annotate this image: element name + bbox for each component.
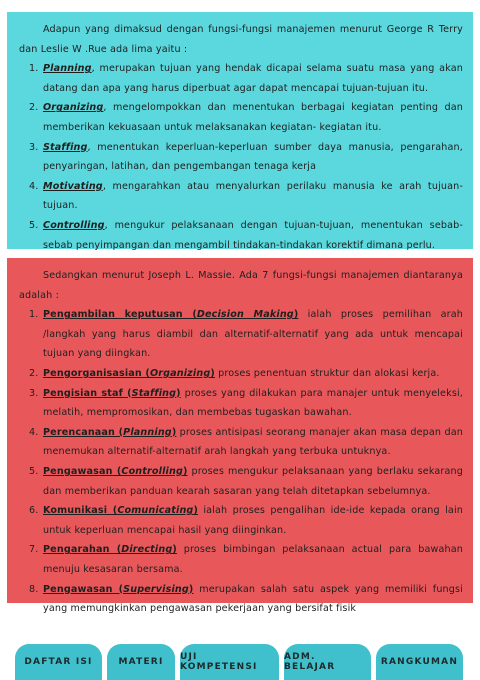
list-item — [29, 540, 463, 579]
term-prefix: Pengorganisasian ( — [43, 367, 150, 379]
list-item — [29, 177, 463, 216]
term-link[interactable] — [43, 505, 198, 516]
list-item — [29, 423, 463, 462]
list-item — [29, 384, 463, 423]
item-text: , mengelompokkan dan menentukan berbagai kegiatan penting dan memberikan kekuasaan untuk melaksanakan kegiatan- kegiatan itu. — [43, 102, 463, 133]
term-link[interactable] — [43, 309, 298, 320]
term-english: Directing — [121, 544, 173, 556]
term-link[interactable] — [43, 584, 193, 595]
term-suffix: ) — [172, 544, 177, 556]
item-number: 3. — [29, 387, 39, 399]
term-english: Decision Making — [196, 309, 294, 321]
nav-adm-belajar-button[interactable]: ADM. BELAJAR — [284, 644, 371, 680]
term-link[interactable]: Motivating — [43, 180, 103, 192]
term-suffix: ) — [210, 367, 215, 379]
item-number: 3. — [29, 141, 39, 153]
nav-rangkuman-button[interactable]: RANGKUMAN — [376, 644, 463, 680]
list-item — [29, 305, 463, 364]
term-link[interactable] — [43, 427, 176, 438]
list-item — [29, 138, 463, 177]
section1-intro: Adapun yang dimaksud dengan fungsi-fungsi manajemen menurut George R Terry dan Leslie W .Rue ada lima yaitu : — [19, 24, 463, 55]
item-number: 5. — [29, 465, 39, 477]
item-number: 5. — [29, 219, 39, 231]
term-link[interactable] — [43, 368, 215, 379]
term-link[interactable] — [43, 466, 188, 477]
term-link[interactable]: Planning — [43, 63, 92, 75]
list-item — [29, 501, 463, 540]
term-suffix: ) — [182, 465, 188, 477]
term-prefix: Pengawasan ( — [43, 465, 122, 477]
item-number: 4. — [29, 426, 39, 438]
term-english: Supervising — [123, 583, 189, 595]
term-link[interactable]: Organizing — [43, 102, 104, 114]
item-number: 1. — [29, 309, 39, 321]
term-prefix: Pengisian staf ( — [43, 387, 132, 399]
term-english: Organizing — [149, 367, 211, 379]
item-number: 2. — [29, 367, 39, 379]
list-item — [29, 216, 463, 255]
nav-materi-button[interactable]: MATERI — [107, 644, 175, 680]
term-link[interactable] — [43, 388, 181, 399]
term-prefix: Pengarahan ( — [43, 544, 122, 556]
term-link[interactable] — [43, 544, 177, 555]
term-suffix: ) — [188, 583, 194, 595]
item-text: proses penentuan struktur dan alokasi kerja. — [214, 367, 440, 379]
term-prefix: Pengawasan ( — [43, 583, 124, 595]
item-text: proses mengukur pelaksanaan yang berlaku sekarang dan memberikan panduan kearah sasaran yang telah ditetapkan sebelumnya. — [43, 465, 463, 497]
item-number: 7. — [29, 544, 39, 556]
list-item — [29, 364, 463, 384]
term-prefix: Pengambilan keputusan ( — [43, 309, 197, 321]
term-suffix: ) — [171, 426, 177, 438]
nav-uji-kompetensi-button[interactable]: UJI KOMPETENSI — [180, 644, 279, 680]
item-text: ialah proses pengalihan ide-ide kepada orang lain untuk keperluan mencapai hasil yang diinginkan. — [43, 505, 463, 536]
item-number: 4. — [29, 180, 39, 192]
term-suffix: ) — [293, 309, 299, 321]
term-link[interactable]: Staffing — [43, 141, 88, 153]
item-number: 6. — [29, 505, 39, 517]
item-text: , merupakan tujuan yang hendak dicapai selama suatu masa yang akan datang dan apa yang harus diperbuat agar dapat mencapai tujuan-tujuan itu. — [43, 63, 463, 94]
massie-functions-card — [7, 258, 473, 615]
section1-list — [19, 59, 463, 255]
term-english: Controlling — [121, 465, 183, 477]
term-english: Planning — [123, 426, 172, 438]
item-text: , menentukan keperluan-keperluan sumber daya manusia, pengarahan, penyaringan, latihan, dan pengembangan tenaga kerja — [43, 141, 463, 173]
section2-intro: Sedangkan menurut Joseph L. Massie. Ada 7 fungsi-fungsi manajemen diantaranya adalah : — [19, 270, 463, 301]
nav-daftar-isi-button[interactable]: DAFTAR ISI — [15, 644, 102, 680]
item-number: 1. — [29, 63, 39, 75]
item-text: ialah proses pemilihan arah /langkah yang harus diambil dan alternatif-alternatif yang ada untuk mencapai tujuan yang diingkan. — [43, 309, 463, 360]
term-suffix: ) — [176, 387, 181, 399]
term-link[interactable]: Controlling — [43, 219, 105, 231]
section2-list — [19, 305, 463, 619]
item-text: , mengukur pelaksanaan dengan tujuan-tujuan, menentukan sebab-sebab penyimpangan dan mengambil tindakan-tindakan korektif dimana perlu. — [43, 219, 463, 251]
term-suffix: ) — [193, 505, 198, 517]
item-text: , mengarahkan atau menyalurkan perilaku manusia ke arah tujuan-tujuan. — [43, 180, 463, 212]
list-item — [29, 59, 463, 98]
terry-rue-functions-card — [7, 12, 473, 249]
item-text: merupakan salah satu aspek yang memiliki fungsi yang memungkinkan pengawasan pekerjaan yang bersifat fisik — [43, 583, 463, 615]
term-english: Comunicating — [117, 505, 194, 517]
term-prefix: Perencanaan ( — [43, 426, 124, 438]
item-number: 2. — [29, 102, 39, 114]
item-text: proses yang dilakukan para manajer untuk menyeleksi, melatih, mempromosikan, dan membebas tugaskan bawahan. — [43, 387, 463, 419]
item-text: proses antisipasi seorang manajer akan masa depan dan menemukan alternatif-alternatif arah langkah yang terbuka untuknya. — [43, 426, 463, 458]
term-prefix: Komunikasi ( — [43, 505, 118, 517]
list-item — [29, 580, 463, 619]
term-english: Staffing — [131, 387, 177, 399]
item-text: proses bimbingan pelaksanaan actual para bawahan menuju kesasaran bersama. — [43, 544, 463, 575]
list-item — [29, 462, 463, 501]
list-item — [29, 98, 463, 137]
item-number: 8. — [29, 583, 39, 595]
bottom-nav — [15, 644, 463, 680]
